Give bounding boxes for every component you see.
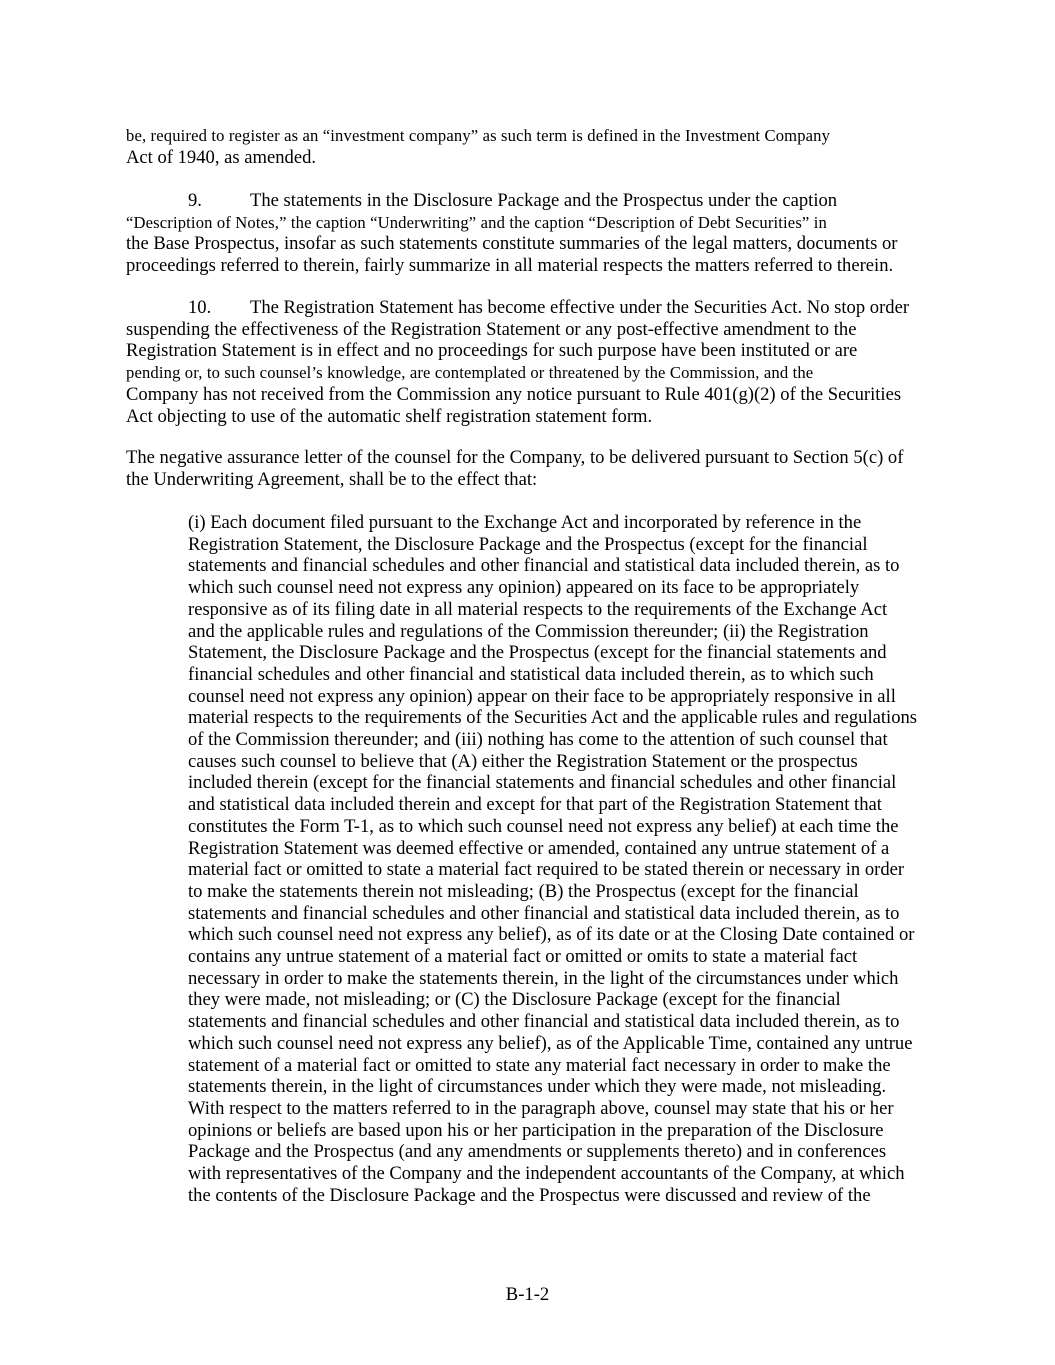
text-line: pending or, to such counsel’s knowledge, are contemplated or threatened by the Commission, and the — [126, 363, 814, 383]
text-line: Act objecting to use of the automatic shelf registration statement form. — [126, 405, 653, 427]
text-line: responsive as of its filing date in all material respects to the requirements of the Exchange Act — [188, 598, 888, 620]
text-line: statements and financial schedules and other financial and statistical data included therein, as to — [188, 555, 900, 577]
text-line: Registration Statement is in effect and no proceedings for such purpose have been instituted or are — [126, 340, 858, 362]
text-line: constitutes the Form T-1, as to which such counsel need not express any belief) at each time the — [188, 815, 899, 837]
text-line: contains any untrue statement of a material fact or omitted or omits to state a material fact — [188, 946, 858, 968]
text-line: With respect to the matters referred to in the paragraph above, counsel may state that his or her — [188, 1097, 894, 1119]
text-line: suspending the effectiveness of the Registration Statement or any post-effective amendment to the — [126, 318, 857, 340]
text-line: counsel need not express any opinion) appear on their face to be appropriately responsive in all — [188, 685, 896, 707]
text-line: statements therein, in the light of circumstances under which they were made, not misleading. — [188, 1076, 887, 1098]
page-number: B-1-2 — [505, 1284, 550, 1305]
text-line: The negative assurance letter of the counsel for the Company, to be delivered pursuant to Section 5(c) of — [126, 447, 904, 468]
text-line: and the applicable rules and regulations of the Commission thereunder; (ii) the Registration — [188, 620, 869, 642]
text-line: the Base Prospectus, insofar as such statements constitute summaries of the legal matters, documents or — [126, 233, 898, 255]
clause-block — [188, 512, 938, 1207]
text-line: opinions or beliefs are based upon his or her participation in the preparation of the Disclosure — [188, 1119, 884, 1141]
text-line: financial schedules and other financial and statistical data included therein, as to which such — [188, 663, 874, 685]
text-line: and statistical data included therein and except for that part of the Registration Statement that — [188, 794, 882, 816]
text-line: necessary in order to make the statements therein, in the light of the circumstances under which — [188, 967, 899, 989]
text-line: of the Commission thereunder; and (iii) nothing has come to the attention of such counsel that — [188, 729, 888, 751]
text-line: Statement, the Disclosure Package and the Prospectus (except for the financial statements and — [188, 642, 887, 664]
text-line: Act of 1940, as amended. — [126, 146, 317, 168]
text-line: to make the statements therein not misleading; (B) the Prospectus (except for the financial — [188, 880, 859, 902]
intro-paragraph — [126, 125, 936, 168]
text-line: statements and financial schedules and other financial and statistical data included therein, as to — [188, 1011, 900, 1033]
paragraph-number: 9. — [188, 190, 202, 211]
text-line: which such counsel need not express any belief), as of the Applicable Time, contained any untrue — [188, 1032, 913, 1054]
text-line: Registration Statement was deemed effective or amended, contained any untrue statement of a — [188, 837, 890, 859]
text-line: the Underwriting Agreement, shall be to the effect that: — [126, 468, 538, 490]
text-line: the contents of the Disclosure Package and the Prospectus were discussed and review of the — [188, 1184, 871, 1206]
text-line: The statements in the Disclosure Package and the Prospectus under the caption — [250, 190, 838, 211]
text-line: which such counsel need not express any opinion) appeared on its face to be appropriately — [188, 577, 860, 599]
negative-assurance-paragraph — [126, 447, 936, 490]
paragraph-10 — [126, 297, 936, 427]
paragraph-9 — [126, 190, 936, 277]
text-line: be, required to register as an “investment company” as such term is defined in the Investment Company — [126, 126, 831, 145]
text-line: they were made, not misleading; or (C) the Disclosure Package (except for the financial — [188, 989, 841, 1011]
text-line: statement of a material fact or omitted to state any material fact necessary in order to make the — [188, 1054, 891, 1076]
text-line: material fact or omitted to state a material fact required to be stated therein or necessary in order — [188, 859, 905, 881]
text-line: with representatives of the Company and the independent accountants of the Company, at which — [188, 1163, 905, 1185]
text-line: Registration Statement, the Disclosure Package and the Prospectus (except for the financial — [188, 533, 868, 555]
text-line: material respects to the requirements of the Securities Act and the applicable rules and regulations — [188, 707, 918, 729]
text-line: statements and financial schedules and other financial and statistical data included therein, as to — [188, 902, 900, 924]
text-line: which such counsel need not express any belief), as of its date or at the Closing Date contained or — [188, 924, 915, 946]
paragraph-number: 10. — [188, 297, 212, 318]
text-line: causes such counsel to believe that (A) either the Registration Statement or the prospectus — [188, 750, 858, 772]
text-line: The Registration Statement has become effective under the Securities Act. No stop order — [250, 297, 910, 318]
text-line: (i) Each document filed pursuant to the Exchange Act and incorporated by reference in the — [188, 512, 862, 533]
text-line: Package and the Prospectus (and any amendments or supplements thereto) and in conferences — [188, 1141, 887, 1163]
text-line: included therein (except for the financial statements and financial schedules and other financial — [188, 772, 897, 794]
text-line: proceedings referred to therein, fairly summarize in all material respects the matters referred to therein. — [126, 255, 894, 277]
text-line: Company has not received from the Commission any notice pursuant to Rule 401(g)(2) of the Securities — [126, 383, 902, 405]
text-line: “Description of Notes,” the caption “Underwriting” and the caption “Description of Debt Securities” in — [126, 212, 827, 232]
